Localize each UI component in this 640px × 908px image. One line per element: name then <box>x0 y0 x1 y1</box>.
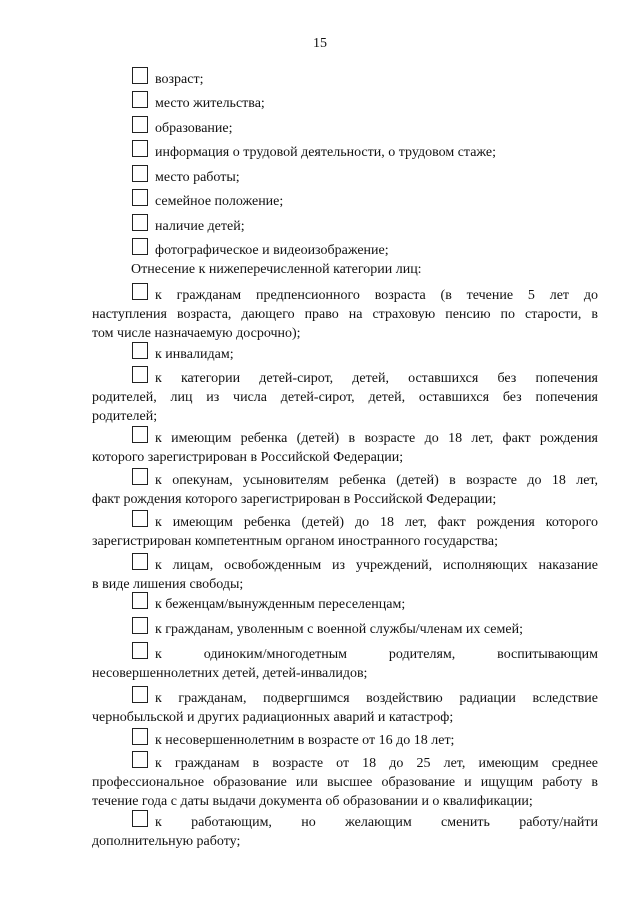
category-text-line: к гражданам в возрасте от 18 до 25 лет, имеющим среднее <box>155 756 598 771</box>
checkbox[interactable] <box>132 214 148 231</box>
checkbox[interactable] <box>132 342 148 359</box>
category-text-line: к гражданам, уволенным с военной службы/членам их семей; <box>155 622 523 637</box>
checkbox[interactable] <box>132 592 148 609</box>
category-text-line: к категории детей-сирот, детей, оставшихся без попечения <box>155 371 598 386</box>
personal-item-label: наличие детей; <box>155 219 245 234</box>
checkbox[interactable] <box>132 468 148 485</box>
personal-item-label: место работы; <box>155 170 240 185</box>
checkbox[interactable] <box>132 238 148 255</box>
checkbox[interactable] <box>132 116 148 133</box>
category-text-line: наступления возраста, дающего право на страховую пенсию по старости, в <box>92 307 598 322</box>
category-text-line: несовершеннолетних детей, детей-инвалидов; <box>92 666 368 681</box>
category-text-line: чернобыльской и других радиационных аварий и катастроф; <box>92 710 454 725</box>
personal-item-label: семейное положение; <box>155 194 284 209</box>
personal-item-label: место жительства; <box>155 96 265 111</box>
checkbox[interactable] <box>132 165 148 182</box>
checkbox[interactable] <box>132 189 148 206</box>
checkbox[interactable] <box>132 686 148 703</box>
checkbox[interactable] <box>132 642 148 659</box>
checkbox[interactable] <box>132 810 148 827</box>
category-text-line: к несовершеннолетним в возрасте от 16 до 18 лет; <box>155 733 455 748</box>
personal-item-label: фотографическое и видеоизображение; <box>155 243 389 258</box>
checkbox[interactable] <box>132 283 148 300</box>
category-text-line: дополнительную работу; <box>92 834 241 849</box>
checkbox[interactable] <box>132 426 148 443</box>
category-text-line: факт рождения которого зарегистрирован в Российской Федерации; <box>92 492 497 507</box>
category-text-line: к инвалидам; <box>155 347 234 362</box>
category-text-line: к работающим, но желающим сменить работу/найти <box>155 815 598 830</box>
category-text-line: родителей, лиц из числа детей-сирот, детей, оставшихся без попечения <box>92 390 598 405</box>
section-label: Отнесение к нижеперечисленной категории лиц: <box>131 262 422 277</box>
category-text-line: зарегистрирован компетентным органом иностранного государства; <box>92 534 498 549</box>
category-text-line: родителей; <box>92 409 158 424</box>
category-text-line: к гражданам предпенсионного возраста (в течение 5 лет до <box>155 288 598 303</box>
checkbox[interactable] <box>132 728 148 745</box>
category-text-line: в виде лишения свободы; <box>92 577 244 592</box>
checkbox[interactable] <box>132 617 148 634</box>
checkbox[interactable] <box>132 91 148 108</box>
checkbox[interactable] <box>132 140 148 157</box>
category-text-line: профессиональное образование или высшее образование и ищущим работу в <box>92 775 598 790</box>
category-text-line: к одиноким/многодетным родителям, воспитывающим <box>155 647 598 662</box>
checkbox[interactable] <box>132 366 148 383</box>
checkbox[interactable] <box>132 67 148 84</box>
page-number: 15 <box>313 36 327 51</box>
personal-item-label: информация о трудовой деятельности, о трудовом стаже; <box>155 145 497 160</box>
personal-item-label: образование; <box>155 121 233 136</box>
category-text-line: к опекунам, усыновителям ребенка (детей) в возрасте до 18 лет, <box>155 473 598 488</box>
category-text-line: к беженцам/вынужденным переселенцам; <box>155 597 406 612</box>
category-text-line: к имеющим ребенка (детей) до 18 лет, факт рождения которого <box>155 515 598 530</box>
personal-item-label: возраст; <box>155 72 204 87</box>
category-text-line: которого зарегистрирован в Российской Федерации; <box>92 450 404 465</box>
category-text-line: к гражданам, подвергшимся воздействию радиации вследствие <box>155 691 598 706</box>
category-text-line: том числе назначаемую досрочно); <box>92 326 301 341</box>
checkbox[interactable] <box>132 751 148 768</box>
category-text-line: к лицам, освобожденным из учреждений, исполняющих наказание <box>155 558 598 573</box>
category-text-line: течение года с даты выдачи документа об образовании и о квалификации; <box>92 794 533 809</box>
checkbox[interactable] <box>132 510 148 527</box>
checkbox[interactable] <box>132 553 148 570</box>
category-text-line: к имеющим ребенка (детей) в возрасте до 18 лет, факт рождения <box>155 431 598 446</box>
